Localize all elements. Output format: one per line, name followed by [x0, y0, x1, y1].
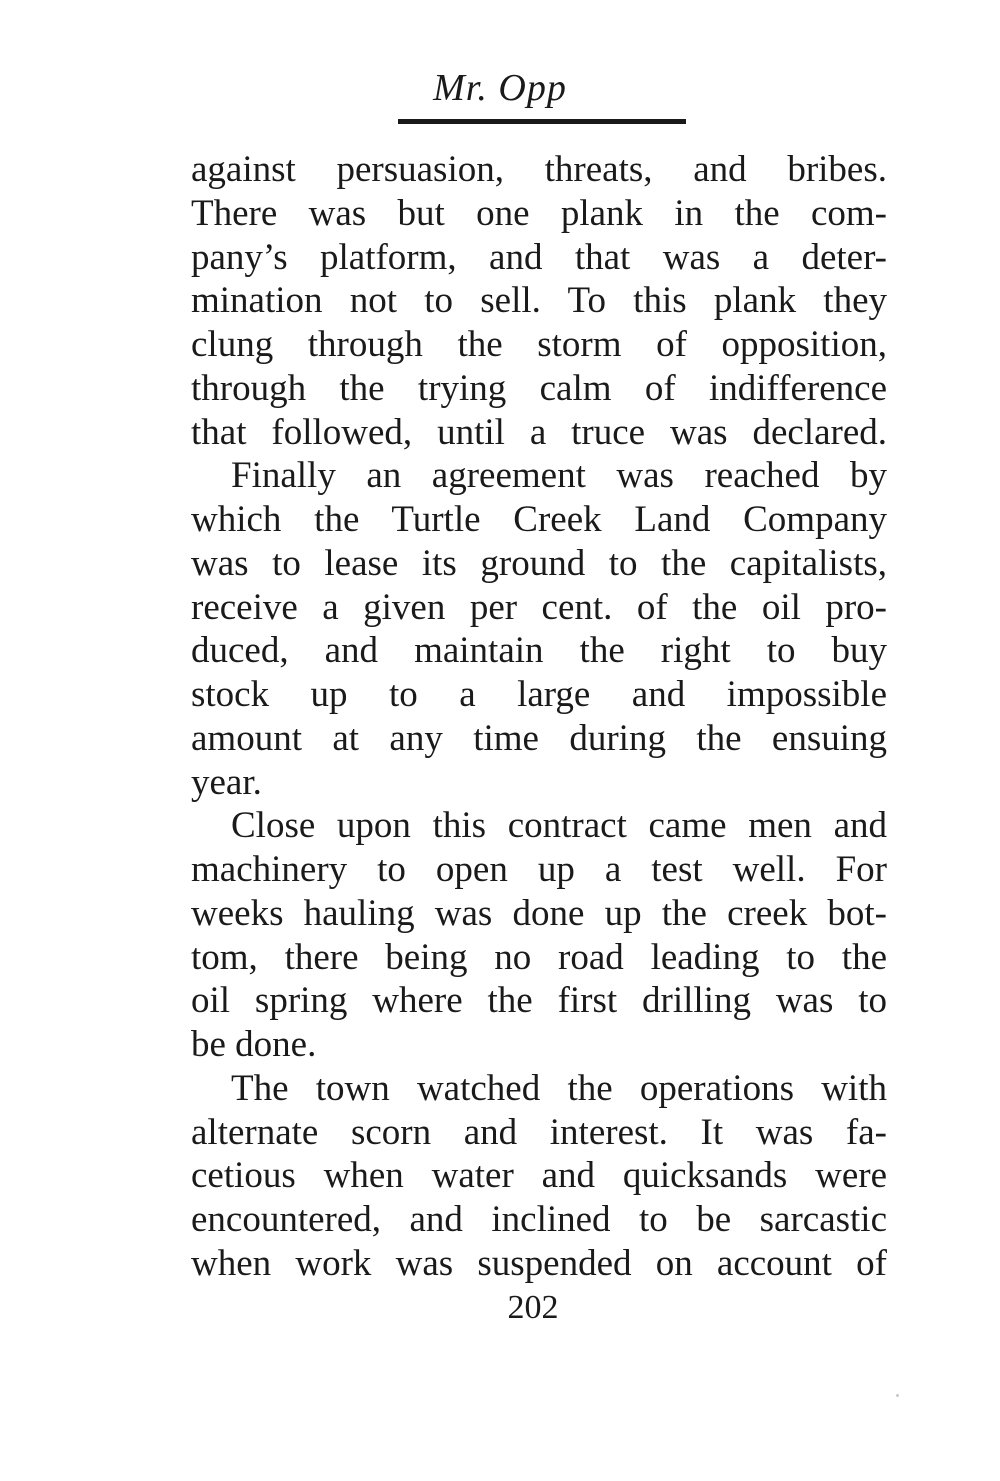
text-line: pany’s platform, and that was a deter-: [191, 236, 887, 278]
text-line: tom, there being no road leading to the: [191, 936, 887, 978]
text-line: weeks hauling was done up the creek bot-: [191, 892, 887, 934]
text-line: against persuasion, threats, and bribes.: [191, 149, 887, 190]
text-line: which the Turtle Creek Land Company: [191, 499, 887, 540]
text-line: through the trying calm of indifference: [191, 367, 887, 409]
text-line: clung through the storm of opposition,: [191, 324, 887, 365]
text-line: amount at any time during the ensuing: [191, 717, 887, 759]
text-line: that followed, until a truce was declared.: [191, 411, 887, 453]
header-rule: [398, 119, 686, 124]
text-line: mination not to sell. To this plank they: [191, 280, 887, 322]
text-line: encountered, and inclined to be sarcastic: [191, 1199, 887, 1240]
scan-speck: [896, 1394, 899, 1397]
text-line: machinery to open up a test well. For: [191, 849, 887, 890]
text-line: stock up to a large and impossible: [191, 674, 887, 715]
text-line: The town watched the operations with: [231, 1067, 887, 1109]
text-line: cetious when water and quicksands were: [191, 1155, 887, 1197]
body-text: [191, 148, 887, 1286]
text-line: be done.: [191, 1024, 317, 1065]
text-line: Close upon this contract came men and: [231, 805, 887, 847]
text-line: There was but one plank in the com-: [191, 192, 887, 234]
text-line: alternate scorn and interest. It was fa-: [191, 1111, 887, 1153]
text-line: was to lease its ground to the capitalists,: [191, 542, 887, 584]
text-line: when work was suspended on account of: [191, 1242, 887, 1284]
text-line: oil spring where the first drilling was to: [191, 980, 887, 1022]
text-line: year.: [191, 761, 262, 803]
running-head: Mr. Opp: [433, 67, 567, 109]
text-line: Finally an agreement was reached by: [231, 455, 887, 497]
text-line: duced, and maintain the right to buy: [191, 630, 887, 672]
text-line: receive a given per cent. of the oil pro-: [191, 586, 887, 628]
page-number: 202: [507, 1289, 559, 1326]
